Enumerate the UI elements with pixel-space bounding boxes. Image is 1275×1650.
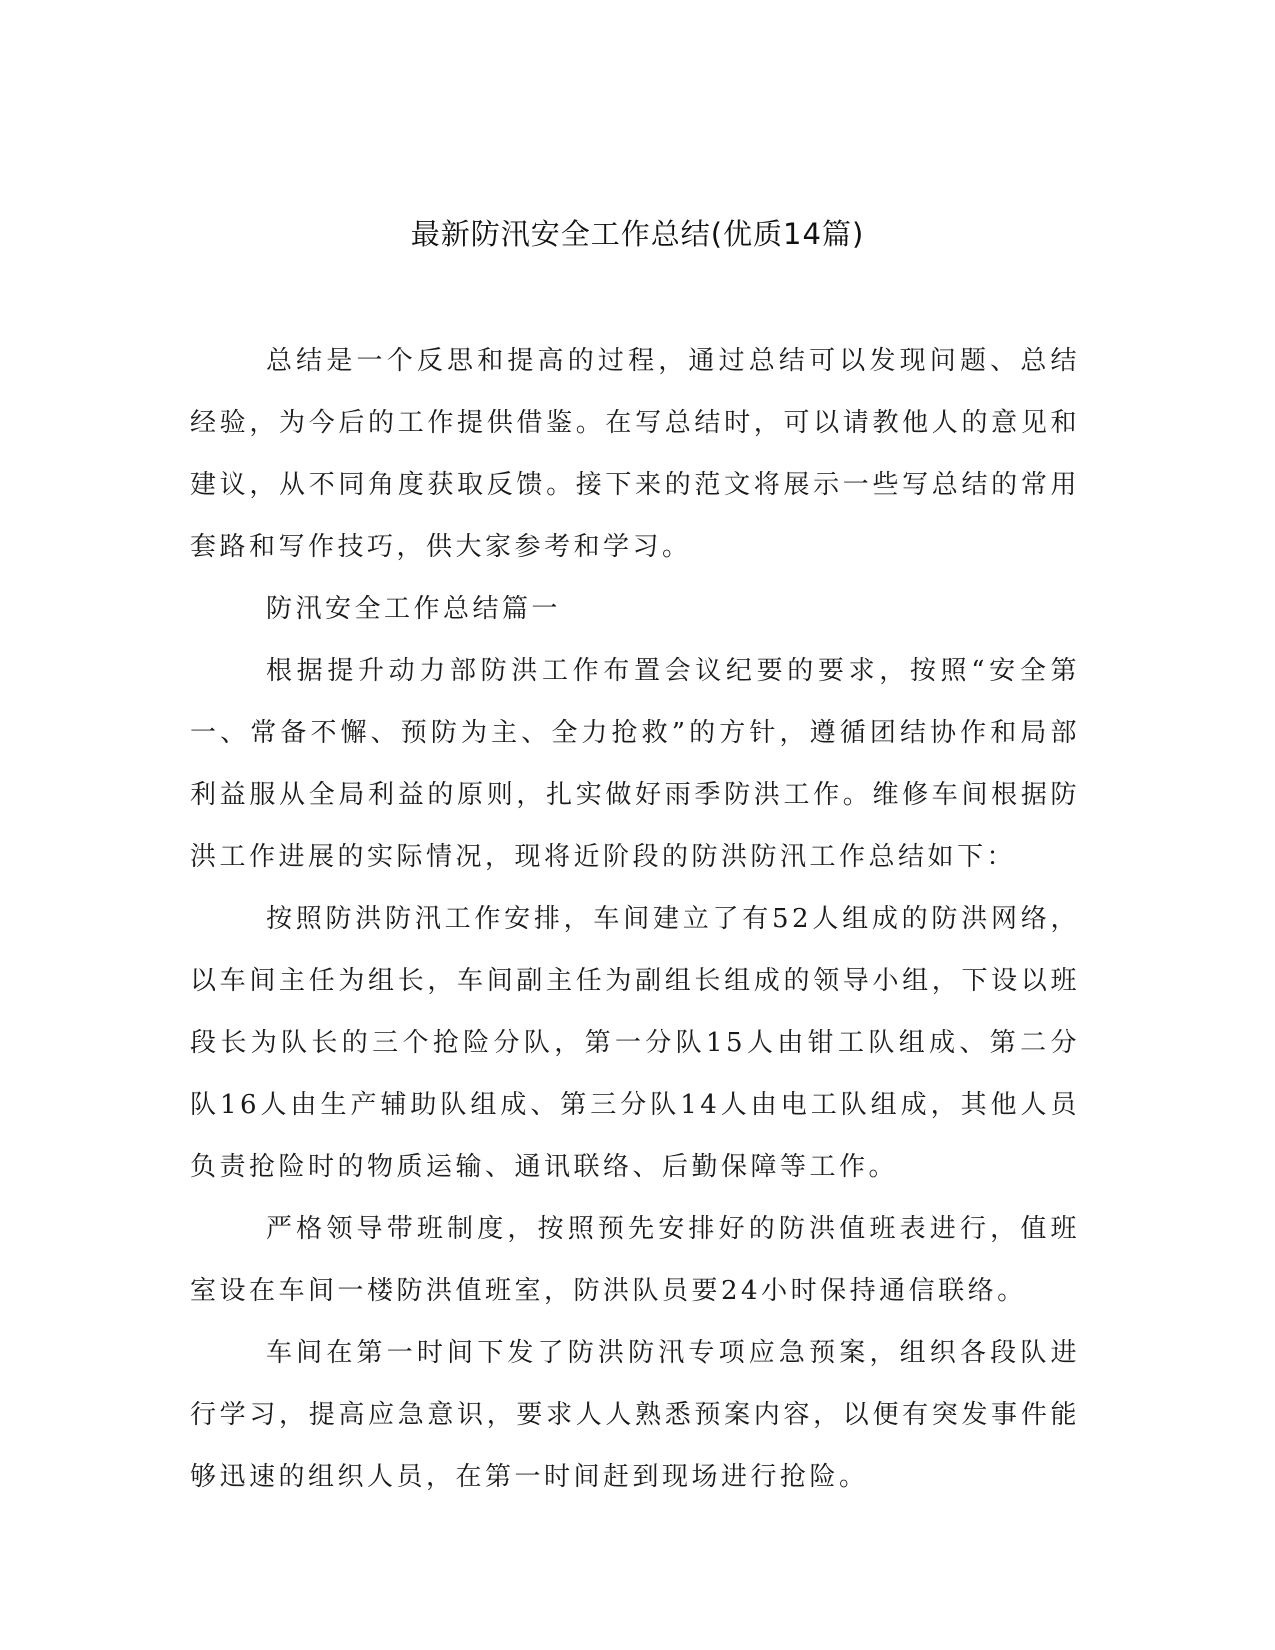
body-paragraph: 车间在第一时间下发了防洪防汛专项应急预案，组织各段队进行学习，提高应急意识，要求人人熟悉预案内容，以便有突发事件能够迅速的组织人员，在第一时间赶到现场进行抢险。: [190, 1338, 1080, 1492]
body-paragraph: 严格领导带班制度，按照预先安排好的防洪值班表进行，值班室设在车间一楼防洪值班室，防洪队员要24小时保持通信联络。: [190, 1214, 1080, 1306]
body-paragraph: 根据提升动力部防洪工作布置会议纪要的要求，按照“安全第一、常备不懈、预防为主、全力抢救”的方针，遵循团结协作和局部利益服从全局利益的原则，扎实做好雨季防洪工作。维修车间根据防洪工作进展的实际情况，现将近阶段的防洪防汛工作总结如下：: [190, 656, 1080, 872]
document-title: 最新防汛安全工作总结(优质14篇): [410, 217, 865, 251]
intro-paragraph: 总结是一个反思和提高的过程，通过总结可以发现问题、总结经验，为今后的工作提供借鉴。在写总结时，可以请教他人的意见和建议，从不同角度获取反馈。接下来的范文将展示一些写总结的常用套路和写作技巧，供大家参考和学习。: [190, 346, 1080, 562]
section-heading: 防汛安全工作总结篇一: [266, 594, 562, 624]
body-paragraph: 按照防洪防汛工作安排，车间建立了有52人组成的防洪网络，以车间主任为组长，车间副主任为副组长组成的领导小组，下设以班段长为队长的三个抢险分队，第一分队15人由钳工队组成、第二分队16人由生产辅助队组成、第三分队14人由电工队组成，其他人员负责抢险时的物质运输、通讯联络、后勤保障等工作。: [190, 904, 1080, 1182]
document-body: [190, 330, 1080, 1508]
